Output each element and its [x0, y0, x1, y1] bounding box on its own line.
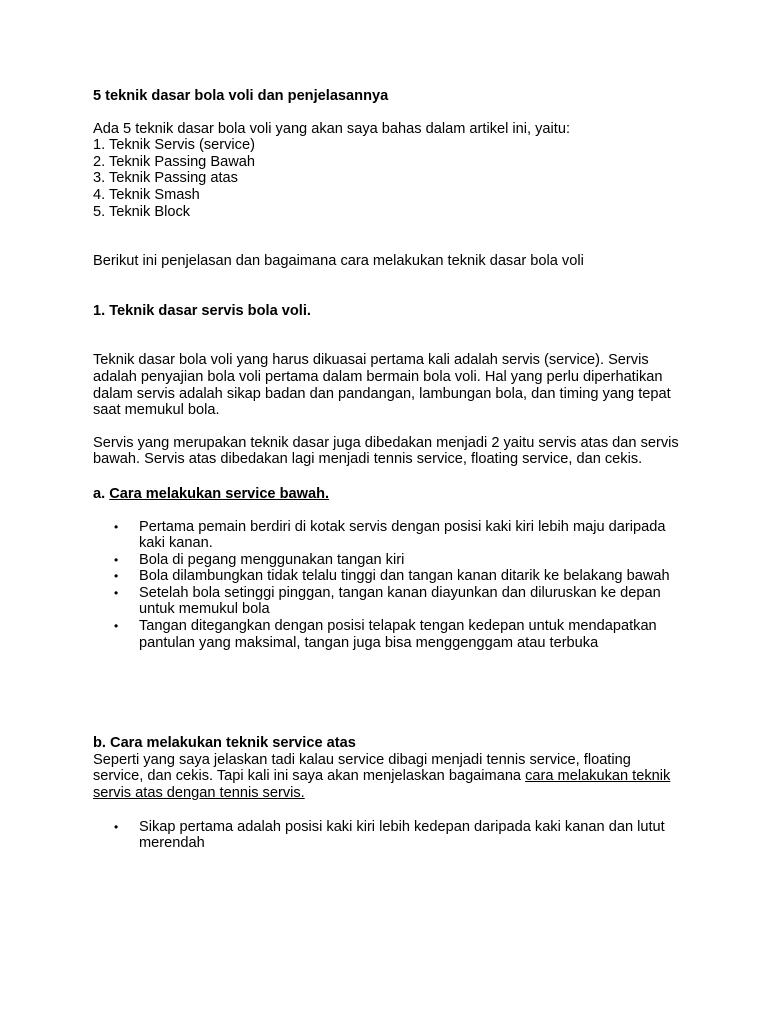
list-item-text: Pertama pemain berdiri di kotak servis dengan posisi kaki kiri lebih maju daripada kaki kanan. [139, 518, 666, 552]
document-title: 5 teknik dasar bola voli dan penjelasannya [93, 88, 389, 104]
subsection-a-title-link[interactable]: Cara melakukan service bawah. [109, 485, 330, 502]
intro-text: Ada 5 teknik dasar bola voli yang akan saya bahas dalam artikel ini, yaitu: [93, 120, 571, 137]
section-1-heading: 1. Teknik dasar servis bola voli. [93, 302, 311, 319]
list-item-text: Sikap pertama adalah posisi kaki kiri lebih kedepan daripada kaki kanan dan lutut merendah [139, 818, 665, 852]
servis-atas-link[interactable]: cara melakukan teknik servis atas dengan tennis servis. [93, 768, 671, 802]
service-atas-steps [93, 819, 683, 852]
list-item-text: Bola di pegang menggunakan tangan kiri [139, 551, 405, 568]
bullet-icon: • [114, 619, 119, 634]
section-1-paragraph-2: Servis yang merupakan teknik dasar juga dibedakan menjadi 2 yaitu servis atas dan servis bawah. Servis atas dibedakan lagi menjadi tennis service, floating service, dan cekis. [93, 434, 679, 468]
subsection-b-text: Seperti yang saya jelaskan tadi kalau service dibagi menjadi tennis service, floating service, dan cekis. Tapi kali ini saya akan menjelaskan bagaimana [93, 751, 631, 785]
list-item [93, 519, 683, 552]
subsection-b-paragraph [93, 752, 683, 802]
list-item [93, 819, 683, 852]
technique-item: 2. Teknik Passing Bawah [93, 153, 255, 170]
subsection-b-heading: b. Cara melakukan teknik service atas [93, 735, 356, 752]
bullet-icon: • [114, 585, 119, 600]
bullet-icon: • [114, 552, 119, 567]
service-bawah-steps [93, 519, 683, 652]
technique-item: 5. Teknik Block [93, 203, 191, 220]
lead-paragraph: Berikut ini penjelasan dan bagaimana cara melakukan teknik dasar bola voli [93, 253, 584, 270]
list-item [93, 585, 683, 618]
bullet-icon: • [114, 569, 119, 584]
list-item-text: Bola dilambungkan tidak telalu tinggi dan tangan kanan ditarik ke belakang bawah [139, 568, 670, 585]
technique-item: 4. Teknik Smash [93, 186, 200, 203]
bullet-icon: • [114, 519, 119, 534]
technique-item: 3. Teknik Passing atas [93, 170, 238, 187]
list-item-text: Tangan ditegangkan dengan posisi telapak tengan kedepan untuk mendapatkan pantulan yang maksimal, tangan juga bisa menggenggam atau terbuka [139, 618, 657, 651]
technique-list [93, 137, 683, 220]
subsection-a-heading [93, 486, 683, 503]
list-item [93, 552, 683, 569]
technique-item: 1. Teknik Servis (service) [93, 137, 255, 154]
document-content [93, 88, 683, 852]
subsection-a-prefix: a. [93, 485, 110, 502]
bullet-icon: • [114, 819, 119, 834]
list-item [93, 618, 683, 651]
list-item-text: Setelah bola setinggi pinggan, tangan kanan diayunkan dan diluruskan ke depan untuk memukul bola [139, 584, 661, 618]
section-1-paragraph-1: Teknik dasar bola voli yang harus dikuasai pertama kali adalah servis (service). Servis adalah penyajian bola voli pertama dalam bermain bola voli. Hal yang perlu diperhatikan dalam servis adalah sikap badan dan pandangan, lambungan bola, dan timing yang tepat saat memukul bola. [93, 352, 671, 419]
list-item [93, 568, 683, 585]
